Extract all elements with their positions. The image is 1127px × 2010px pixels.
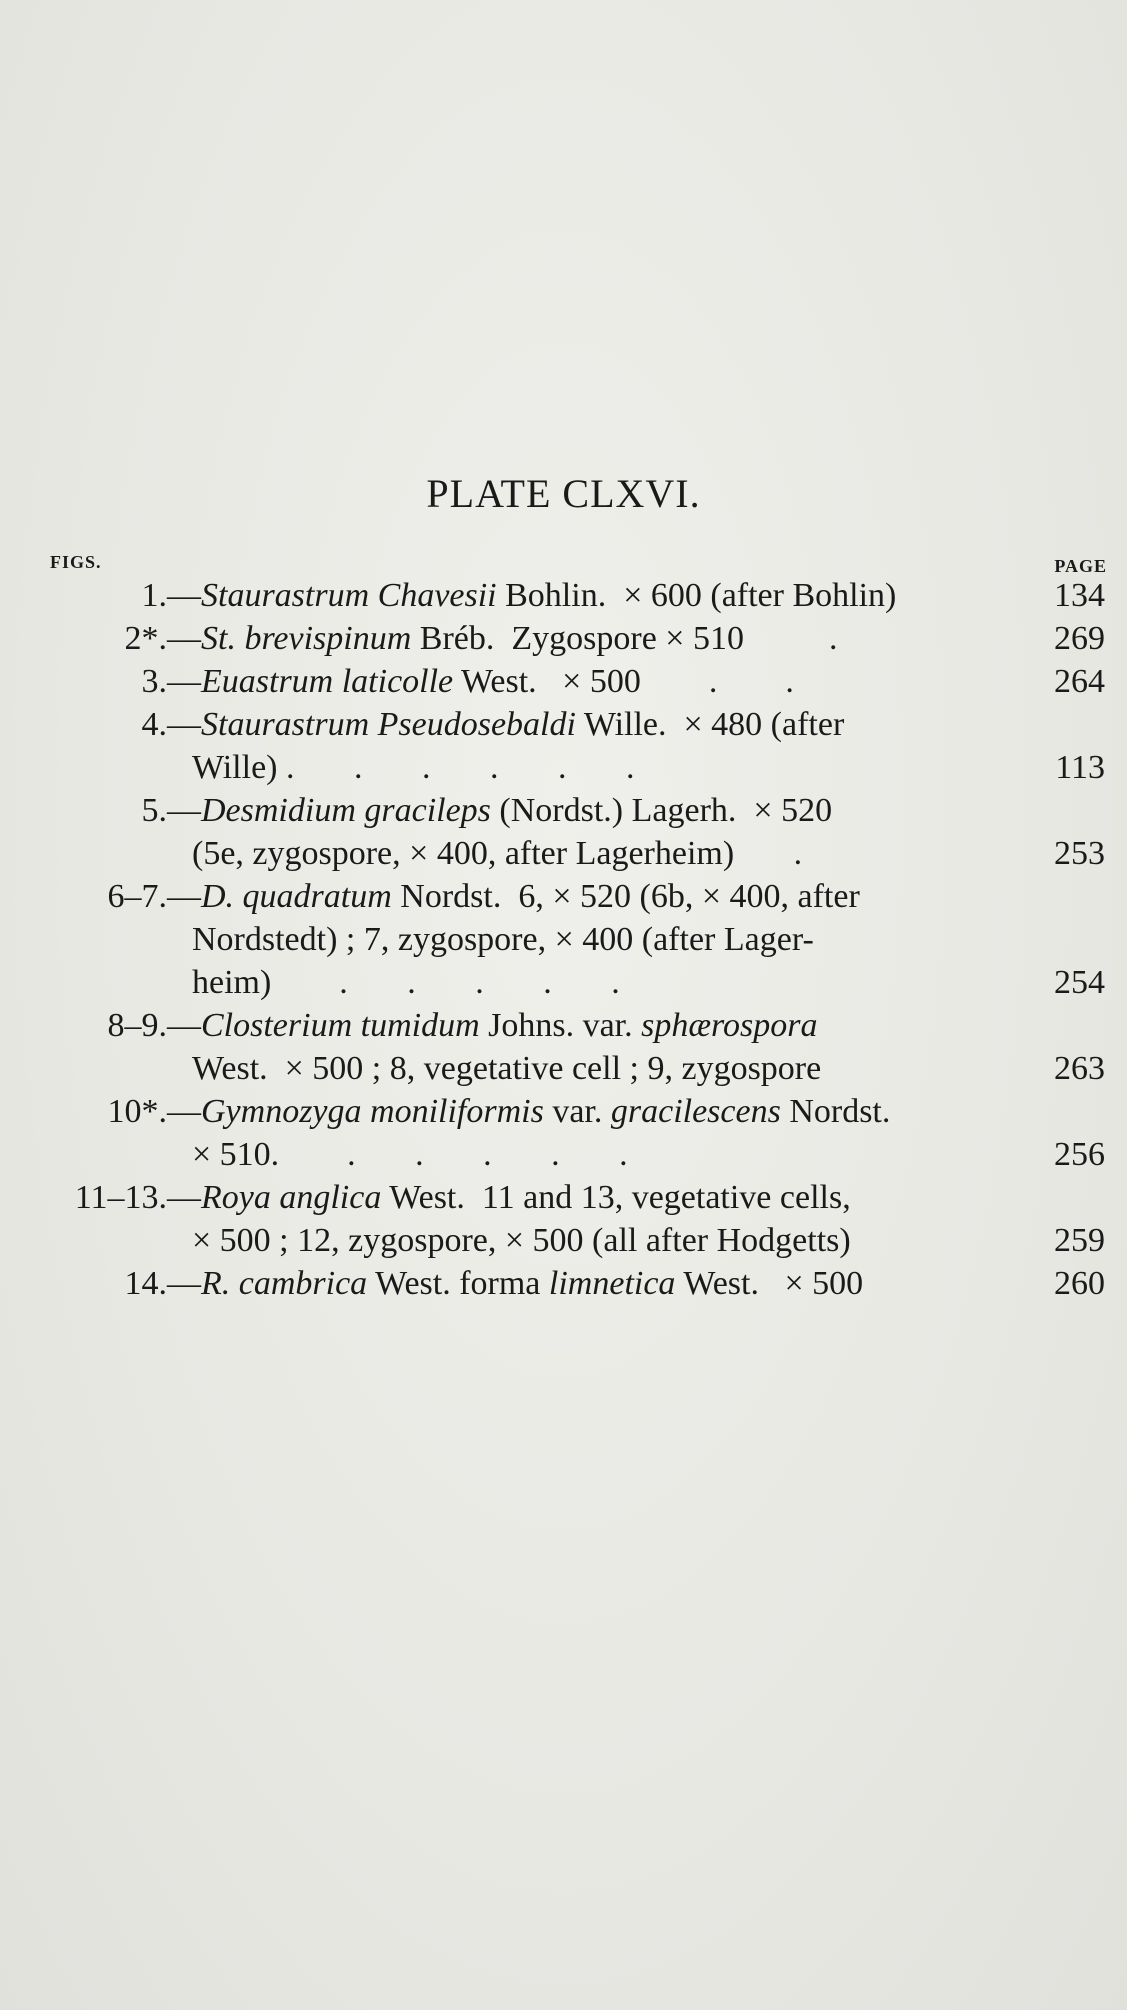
- figure-entry-3: [0, 660, 1127, 703]
- figure-number: 4.: [141, 706, 167, 743]
- figure-description-continued: × 510. . . . . .: [192, 1136, 628, 1173]
- page-number: 113: [1055, 749, 1105, 786]
- figure-description: —Staurastrum Pseudosebaldi Wille. × 480 (after: [167, 706, 845, 743]
- figure-description: —Staurastrum Chavesii Bohlin. × 600 (after Bohlin): [167, 577, 897, 614]
- figure-description-continued: (5e, zygospore, × 400, after Lagerheim) .: [192, 835, 803, 872]
- figure-entry-2: [0, 617, 1127, 660]
- figure-entry-1: [0, 574, 1127, 617]
- figure-description: —Roya anglica West. 11 and 13, vegetative cells,: [167, 1179, 851, 1216]
- page-number: 260: [1054, 1265, 1105, 1302]
- figure-description: —Desmidium gracileps (Nordst.) Lagerh. × 520: [167, 792, 833, 829]
- figure-number: 10*.: [107, 1093, 167, 1130]
- figure-number: 1.: [141, 577, 167, 614]
- figure-description-continued: Nordstedt) ; 7, zygospore, × 400 (after Lager-: [192, 921, 814, 958]
- figure-description: —Euastrum laticolle West. × 500 . .: [167, 663, 794, 700]
- figure-description-continued: × 500 ; 12, zygospore, × 500 (all after Hodgetts): [192, 1222, 851, 1259]
- figure-entry-10: [0, 1090, 1127, 1176]
- plate-title: PLATE CLXVI.: [426, 471, 701, 516]
- page-number: 269: [1054, 620, 1105, 657]
- figure-description: —D. quadratum Nordst. 6, × 520 (6b, × 400, after: [167, 878, 860, 915]
- figs-column-heading: FIGS.: [50, 552, 102, 572]
- figure-entry-14: [0, 1262, 1127, 1305]
- figure-entry-6-7: [0, 875, 1127, 1004]
- figure-number: 5.: [141, 792, 167, 829]
- figure-number: 8–9.: [107, 1007, 167, 1044]
- figure-number: 11–13.: [74, 1179, 167, 1216]
- figure-number: 2*.: [124, 620, 167, 657]
- figure-entry-5: [0, 789, 1127, 875]
- figure-number: 14.: [124, 1265, 167, 1302]
- figure-number: 6–7.: [107, 878, 167, 915]
- page-number: 263: [1054, 1050, 1105, 1087]
- page-number: 259: [1054, 1222, 1105, 1259]
- page-number: 134: [1054, 577, 1105, 614]
- figure-description: —R. cambrica West. forma limnetica West. × 500: [167, 1265, 864, 1302]
- page-number: 253: [1054, 835, 1105, 872]
- figure-description-continued: Wille) . . . . . .: [192, 749, 635, 786]
- page-number: 256: [1054, 1136, 1105, 1173]
- figure-entry-8-9: [0, 1004, 1127, 1090]
- page-column-heading: PAGE: [1054, 556, 1107, 576]
- figure-description-continued: heim) . . . . .: [192, 964, 620, 1001]
- figure-description: —Closterium tumidum Johns. var. sphærospora: [167, 1007, 818, 1044]
- figure-entry-4: [0, 703, 1127, 789]
- page-number: 254: [1054, 964, 1105, 1001]
- page-number: 264: [1054, 663, 1105, 700]
- figure-list: [0, 574, 1127, 1305]
- figure-entry-11-13: [0, 1176, 1127, 1262]
- figure-description-continued: West. × 500 ; 8, vegetative cell ; 9, zygospore: [192, 1050, 822, 1087]
- figure-description: —St. brevispinum Bréb. Zygospore × 510 .: [167, 620, 838, 657]
- figure-description: —Gymnozyga moniliformis var. gracilescens Nordst.: [167, 1093, 891, 1130]
- figure-number: 3.: [141, 663, 167, 700]
